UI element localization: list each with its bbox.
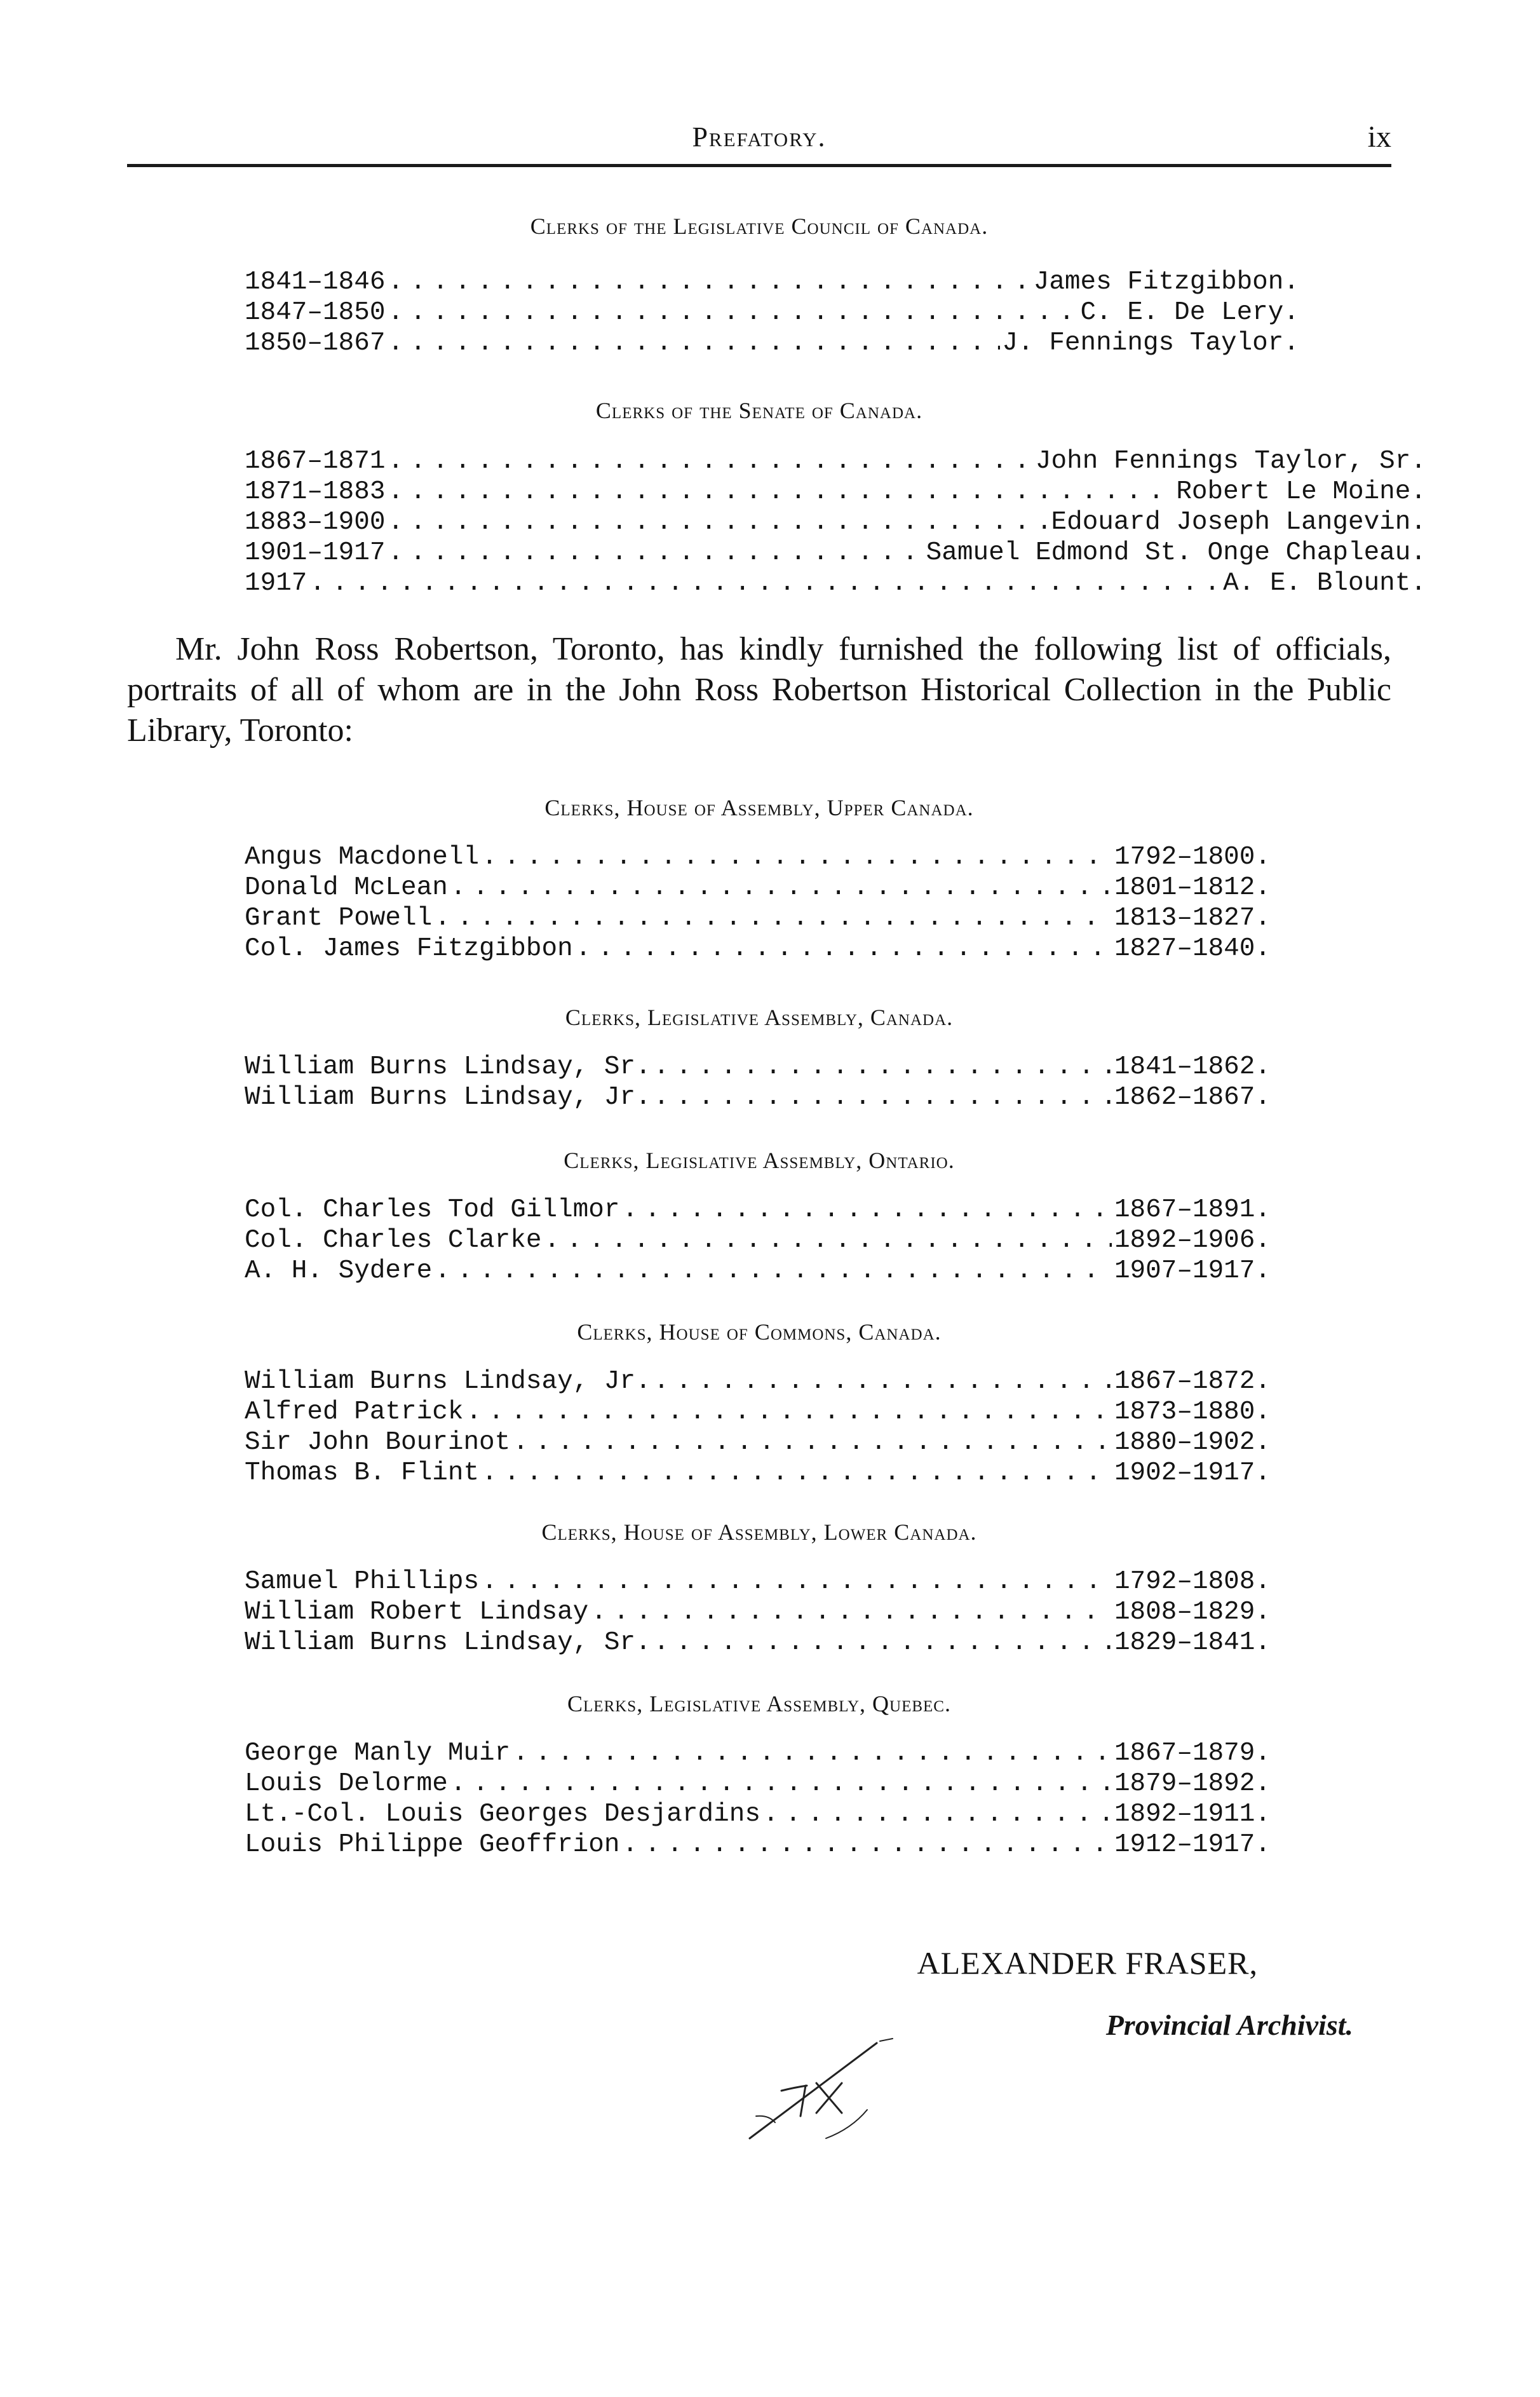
- clerk-name: Samuel Phillips: [245, 1567, 480, 1596]
- quebec-assembly-list: [245, 1738, 1271, 1860]
- term-years: 1867–1872.: [1114, 1367, 1271, 1396]
- dot-leader: [388, 328, 999, 358]
- list-item: [245, 538, 1426, 568]
- term-years: 1808–1829.: [1114, 1598, 1271, 1627]
- list-item: [245, 328, 1299, 358]
- list-item: [245, 1627, 1271, 1658]
- clerk-name: George Manly Muir: [245, 1739, 511, 1768]
- dot-leader: [388, 477, 1173, 507]
- list-item: [245, 1427, 1271, 1458]
- clerk-name: William Robert Lindsay: [245, 1598, 589, 1627]
- list-item: [245, 934, 1271, 964]
- term-years: 1901–1917: [245, 538, 386, 567]
- page-number: ix: [1367, 120, 1391, 154]
- dot-leader: [544, 1225, 1111, 1256]
- term-years: 1801–1812.: [1114, 873, 1271, 902]
- council-clerks-list: [245, 267, 1299, 358]
- term-years: 1827–1840.: [1114, 934, 1271, 963]
- dot-leader: [654, 1082, 1112, 1113]
- house-of-commons-heading: Clerks, House of Commons, Canada.: [577, 1319, 942, 1345]
- term-years: 1902–1917.: [1114, 1458, 1271, 1488]
- clerk-name: Louis Philippe Geoffrion: [245, 1830, 620, 1859]
- intro-paragraph: Mr. John Ross Robertson, Toronto, has kindly furnished the following list of officials, portraits of all of whom are in the John Ross Robertson Historical Collection in the Public Library, Toronto:: [127, 631, 1391, 749]
- canada-assembly-list: [245, 1052, 1271, 1113]
- house-of-commons-list: [245, 1366, 1271, 1488]
- term-years: 1792–1808.: [1114, 1567, 1271, 1596]
- clerk-name: Angus Macdonell: [245, 843, 480, 872]
- term-years: 1892–1906.: [1114, 1226, 1271, 1255]
- council-clerks-heading: Clerks of the Legislative Council of Canada.: [530, 214, 989, 239]
- term-years: 1813–1827.: [1114, 904, 1271, 933]
- dot-leader: [623, 1195, 1112, 1225]
- list-item: [245, 267, 1299, 297]
- term-years: 1850–1867: [245, 329, 386, 358]
- clerk-name: Edouard Joseph Langevin.: [1051, 508, 1426, 537]
- list-item: [245, 446, 1426, 477]
- clerk-name: Grant Powell: [245, 904, 433, 933]
- list-item: [245, 873, 1271, 903]
- dot-leader: [450, 873, 1112, 903]
- dot-leader: [482, 1566, 1112, 1597]
- upper-canada-heading: Clerks, House of Assembly, Upper Canada.: [544, 795, 974, 820]
- dot-leader: [513, 1427, 1112, 1458]
- dot-leader: [388, 538, 923, 568]
- list-item: [245, 1195, 1271, 1225]
- term-years: 1917: [245, 569, 307, 598]
- dot-leader: [435, 903, 1112, 934]
- list-item: [245, 568, 1426, 599]
- dot-leader: [654, 1366, 1112, 1397]
- list-item: [245, 1397, 1271, 1427]
- term-years: 1880–1902.: [1114, 1428, 1271, 1457]
- clerk-name: William Burns Lindsay, Sr.: [245, 1628, 651, 1657]
- dot-leader: [388, 507, 1048, 538]
- lower-canada-heading: Clerks, House of Assembly, Lower Canada.: [541, 1519, 977, 1545]
- clerk-name: William Burns Lindsay, Jr.: [245, 1083, 651, 1112]
- running-title: Prefatory.: [692, 121, 827, 153]
- dot-leader: [309, 568, 1220, 599]
- term-years: 1867–1891.: [1114, 1195, 1271, 1225]
- signature-name: ALEXANDER FRASER,: [917, 1945, 1258, 1981]
- ontario-assembly-heading: Clerks, Legislative Assembly, Ontario.: [564, 1148, 955, 1173]
- list-item: [245, 1458, 1271, 1488]
- dot-leader: [388, 267, 1030, 297]
- term-years: 1841–1862.: [1114, 1052, 1271, 1082]
- quebec-assembly-heading: Clerks, Legislative Assembly, Quebec.: [567, 1691, 951, 1716]
- term-years: 1829–1841.: [1114, 1628, 1271, 1657]
- clerk-name: Sir John Bourinot: [245, 1428, 511, 1457]
- clerk-name: A. H. Sydere: [245, 1256, 433, 1286]
- dot-leader: [466, 1397, 1111, 1427]
- list-item: [245, 1769, 1271, 1799]
- term-years: 1873–1880.: [1114, 1397, 1271, 1427]
- dot-leader: [576, 934, 1112, 964]
- list-item: [245, 1738, 1271, 1769]
- senate-clerks-heading: Clerks of the Senate of Canada.: [595, 398, 923, 423]
- clerk-name: J. Fennings Taylor.: [1002, 329, 1299, 358]
- dot-leader: [388, 446, 1032, 477]
- list-item: [245, 1597, 1271, 1627]
- clerk-name: Col. Charles Clarke: [245, 1226, 542, 1255]
- dot-leader: [482, 842, 1112, 873]
- running-head: [127, 108, 1391, 153]
- dot-leader: [513, 1738, 1112, 1769]
- list-item: [245, 477, 1426, 507]
- dot-leader: [623, 1830, 1112, 1860]
- senate-clerks-list: [245, 446, 1426, 599]
- clerk-name: Col. Charles Tod Gillmor: [245, 1195, 620, 1225]
- dot-leader: [654, 1052, 1112, 1082]
- dot-leader: [450, 1769, 1112, 1799]
- signature-title: Provincial Archivist.: [1105, 2009, 1353, 2041]
- clerk-name: Col. James Fitzgibbon: [245, 934, 573, 963]
- dot-leader: [654, 1627, 1112, 1658]
- clerk-name: John Fennings Taylor, Sr.: [1035, 447, 1426, 476]
- clerk-name: A. E. Blount.: [1223, 569, 1426, 598]
- clerk-name: William Burns Lindsay, Sr.: [245, 1052, 651, 1082]
- clerk-name: Thomas B. Flint: [245, 1458, 480, 1488]
- clerk-name: Alfred Patrick: [245, 1397, 464, 1427]
- term-years: 1871–1883: [245, 477, 386, 506]
- clerk-name: C. E. De Lery.: [1080, 298, 1299, 327]
- clerk-name: James Fitzgibbon.: [1033, 268, 1299, 297]
- upper-canada-list: [245, 842, 1271, 964]
- clerk-name: Louis Delorme: [245, 1769, 448, 1798]
- clerk-name: Samuel Edmond St. Onge Chapleau.: [926, 538, 1426, 567]
- list-item: [245, 903, 1271, 934]
- term-years: 1841–1846: [245, 268, 386, 297]
- handwritten-mark: [731, 2034, 896, 2154]
- list-item: [245, 1225, 1271, 1256]
- term-years: 1879–1892.: [1114, 1769, 1271, 1798]
- canada-assembly-heading: Clerks, Legislative Assembly, Canada.: [565, 1005, 954, 1030]
- list-item: [245, 1799, 1271, 1830]
- term-years: 1847–1850: [245, 298, 386, 327]
- term-years: 1883–1900: [245, 508, 386, 537]
- dot-leader: [591, 1597, 1112, 1627]
- list-item: [245, 1566, 1271, 1597]
- list-item: [245, 1830, 1271, 1860]
- list-item: [245, 507, 1426, 538]
- dot-leader: [763, 1799, 1112, 1830]
- clerk-name: William Burns Lindsay, Jr.: [245, 1367, 651, 1396]
- term-years: 1867–1871: [245, 447, 386, 476]
- ontario-assembly-list: [245, 1195, 1271, 1286]
- clerk-name: Donald McLean: [245, 873, 448, 902]
- term-years: 1867–1879.: [1114, 1739, 1271, 1768]
- term-years: 1792–1800.: [1114, 843, 1271, 872]
- page: [127, 0, 1426, 2397]
- dot-leader: [482, 1458, 1112, 1488]
- term-years: 1912–1917.: [1114, 1830, 1271, 1859]
- list-item: [245, 1366, 1271, 1397]
- lower-canada-list: [245, 1566, 1271, 1658]
- term-years: 1907–1917.: [1114, 1256, 1271, 1286]
- term-years: 1892–1911.: [1114, 1800, 1271, 1829]
- clerk-name: Lt.-Col. Louis Georges Desjardins: [245, 1800, 760, 1829]
- list-item: [245, 842, 1271, 873]
- term-years: 1862–1867.: [1114, 1083, 1271, 1112]
- clerk-name: Robert Le Moine.: [1176, 477, 1426, 506]
- list-item: [245, 1256, 1271, 1286]
- dot-leader: [388, 297, 1077, 328]
- list-item: [245, 1082, 1271, 1113]
- dot-leader: [435, 1256, 1112, 1286]
- list-item: [245, 1052, 1271, 1082]
- list-item: [245, 297, 1299, 328]
- header-rule: [127, 164, 1391, 167]
